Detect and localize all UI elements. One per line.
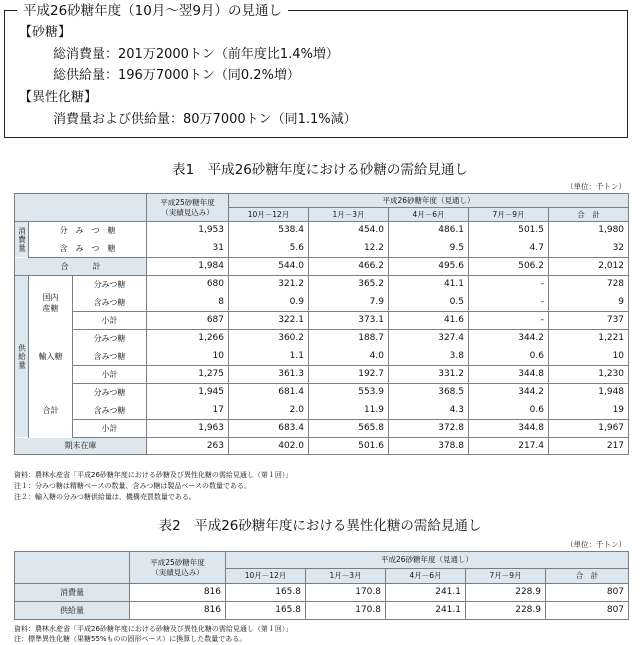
value-cell: 1,953 — [147, 222, 229, 240]
table-row — [15, 330, 629, 348]
value-cell: 1,266 — [147, 330, 229, 348]
value-cell: 506.2 — [469, 258, 549, 276]
value-cell: - — [469, 312, 549, 330]
value-cell: 737 — [549, 312, 629, 330]
row-label: 分 み つ 糖 — [29, 222, 147, 240]
value-cell: 321.2 — [229, 276, 309, 294]
value-cell: 322.1 — [229, 312, 309, 330]
table2-period-header: 10月－12月 — [226, 569, 306, 584]
table2-period-header: 合 計 — [546, 569, 629, 584]
value-cell: 41.1 — [389, 276, 469, 294]
value-cell: 11.9 — [309, 402, 389, 420]
value-cell: 402.0 — [229, 438, 309, 455]
value-cell: 17 — [147, 402, 229, 420]
value-cell: 1,221 — [549, 330, 629, 348]
value-cell: 3.8 — [389, 348, 469, 366]
value-cell: 378.8 — [389, 438, 469, 455]
value-cell: 192.7 — [309, 366, 389, 384]
value-cell: 0.6 — [469, 402, 549, 420]
value-cell: 538.4 — [229, 222, 309, 240]
value-cell: 10 — [147, 348, 229, 366]
value-cell: 188.7 — [309, 330, 389, 348]
value-cell: 344.2 — [469, 384, 549, 402]
value-cell: 361.3 — [229, 366, 309, 384]
table2-period-header: 7月－9月 — [466, 569, 546, 584]
table1-corner — [15, 194, 147, 222]
value-cell: 816 — [130, 602, 226, 620]
value-cell: 807 — [546, 602, 629, 620]
sugar-consumption-line: 総消費量：201万2000トン（前年度比1.4%増） — [53, 47, 339, 62]
sugar-supply-line: 総供給量：196万7000トン（同0.2%増） — [53, 68, 300, 83]
value-cell: 165.8 — [226, 602, 306, 620]
value-cell: 681.4 — [229, 384, 309, 402]
table-row — [15, 240, 629, 258]
table2-caption: 表2 平成26砂糖年度における異性化糖の需給見通し — [158, 518, 482, 534]
table2-corner — [15, 552, 130, 584]
table2-unit: （単位：千トン） — [566, 540, 626, 549]
value-cell: 1,967 — [549, 420, 629, 438]
row-label: 合 計 — [15, 258, 147, 276]
value-cell: 495.6 — [389, 258, 469, 276]
row-label: 含 み つ 糖 — [29, 240, 147, 258]
row-label: 小計 — [73, 366, 147, 384]
table1-note-2: 注２：輸入糖の分みつ糖供給量は、機構売買数量である。 — [14, 493, 196, 501]
value-cell: - — [469, 276, 549, 294]
value-cell: 19 — [549, 402, 629, 420]
value-cell: 12.2 — [309, 240, 389, 258]
table2-period-header: 1月－3月 — [306, 569, 386, 584]
isomerized-sugar-table — [14, 551, 629, 620]
value-cell: 728 — [549, 276, 629, 294]
value-cell: 9.5 — [389, 240, 469, 258]
table-row — [15, 402, 629, 420]
table2-period-header: 4月－6月 — [386, 569, 466, 584]
table1-period-header: 7月－9月 — [469, 208, 549, 222]
row-label: 期末在庫 — [15, 438, 147, 455]
table1-period-header: 1月－3月 — [309, 208, 389, 222]
value-cell: 228.9 — [466, 602, 546, 620]
table-row — [15, 294, 629, 312]
group-label: 合計 — [29, 384, 73, 438]
value-cell: 5.6 — [229, 240, 309, 258]
value-cell: 553.9 — [309, 384, 389, 402]
table-row — [15, 438, 629, 455]
value-cell: 372.8 — [389, 420, 469, 438]
table1-period-header: 合 計 — [549, 208, 629, 222]
value-cell: 360.2 — [229, 330, 309, 348]
supply-section-label: 供給量 — [15, 276, 29, 438]
value-cell: 41.6 — [389, 312, 469, 330]
value-cell: 32 — [549, 240, 629, 258]
row-label: 分みつ糖 — [73, 330, 147, 348]
value-cell: 10 — [549, 348, 629, 366]
row-label: 分みつ糖 — [73, 384, 147, 402]
value-cell: 7.9 — [309, 294, 389, 312]
row-label: 小計 — [73, 420, 147, 438]
table1-caption: 表1 平成26砂糖年度における砂糖の需給見通し — [172, 162, 468, 178]
row-label: 消費量 — [15, 584, 130, 602]
value-cell: 687 — [147, 312, 229, 330]
value-cell: 263 — [147, 438, 229, 455]
value-cell: 2.0 — [229, 402, 309, 420]
value-cell: 344.2 — [469, 330, 549, 348]
isomer-heading: 【異性化糖】 — [19, 90, 98, 105]
table2-note: 注：標準異性化糖（果糖55%ものの固形ベース）に換算した数量である。 — [14, 635, 247, 643]
row-label: 含みつ糖 — [73, 294, 147, 312]
value-cell: 170.8 — [306, 584, 386, 602]
value-cell: 807 — [546, 584, 629, 602]
row-label: 含みつ糖 — [73, 348, 147, 366]
value-cell: 1,948 — [549, 384, 629, 402]
value-cell: 0.9 — [229, 294, 309, 312]
value-cell: 9 — [549, 294, 629, 312]
value-cell: 331.2 — [389, 366, 469, 384]
summary-title: 平成26砂糖年度（10月〜翌9月）の見通し — [17, 2, 288, 20]
row-label: 小計 — [73, 312, 147, 330]
value-cell: 1,945 — [147, 384, 229, 402]
value-cell: 217.4 — [469, 438, 549, 455]
table2-prev-year-header: 平成25砂糖年度 （実績見込み） — [130, 552, 226, 584]
value-cell: 344.8 — [469, 420, 549, 438]
table1-prev-year-header: 平成25砂糖年度 （実績見込み） — [147, 194, 229, 222]
value-cell: 8 — [147, 294, 229, 312]
value-cell: 365.2 — [309, 276, 389, 294]
value-cell: 501.5 — [469, 222, 549, 240]
isomer-line: 消費量および供給量：80万7000トン（同1.1%減） — [53, 112, 357, 127]
value-cell: 228.9 — [466, 584, 546, 602]
table-row — [15, 366, 629, 384]
value-cell: 344.8 — [469, 366, 549, 384]
value-cell: 4.3 — [389, 402, 469, 420]
group-label: 輸入糖 — [29, 330, 73, 384]
value-cell: 217 — [549, 438, 629, 455]
value-cell: 31 — [147, 240, 229, 258]
table1-period-header: 10月－12月 — [229, 208, 309, 222]
table-row — [15, 420, 629, 438]
sugar-supply-demand-table — [14, 193, 629, 455]
value-cell: 816 — [130, 584, 226, 602]
table-row — [15, 276, 629, 294]
value-cell: 4.7 — [469, 240, 549, 258]
table-row — [15, 258, 629, 276]
consumption-section-label: 消費量 — [15, 222, 29, 258]
table-row — [15, 384, 629, 402]
table-row — [15, 348, 629, 366]
value-cell: 170.8 — [306, 602, 386, 620]
value-cell: 454.0 — [309, 222, 389, 240]
value-cell: 0.6 — [469, 348, 549, 366]
table1-forecast-header: 平成26砂糖年度（見通し） — [229, 194, 629, 208]
value-cell: 165.8 — [226, 584, 306, 602]
value-cell: 1,275 — [147, 366, 229, 384]
value-cell: 1,230 — [549, 366, 629, 384]
table-row — [15, 602, 629, 620]
value-cell: 1,984 — [147, 258, 229, 276]
sugar-heading: 【砂糖】 — [19, 25, 72, 40]
value-cell: 327.4 — [389, 330, 469, 348]
table1-unit: （単位：千トン） — [566, 182, 626, 191]
value-cell: 486.1 — [389, 222, 469, 240]
table2-forecast-header: 平成26砂糖年度（見通し） — [226, 552, 629, 569]
value-cell: 501.6 — [309, 438, 389, 455]
value-cell: 680 — [147, 276, 229, 294]
group-label: 国内 産糖 — [29, 276, 73, 330]
value-cell: 373.1 — [309, 312, 389, 330]
value-cell: 368.5 — [389, 384, 469, 402]
value-cell: 683.4 — [229, 420, 309, 438]
table2-source-note: 資料：農林水産省「平成26砂糖年度における砂糖及び異性化糖の需給見通し（第１回）」 — [14, 625, 293, 633]
value-cell: 565.8 — [309, 420, 389, 438]
value-cell: - — [469, 294, 549, 312]
row-label: 分みつ糖 — [73, 276, 147, 294]
value-cell: 0.5 — [389, 294, 469, 312]
row-label: 供給量 — [15, 602, 130, 620]
table1-source-note: 資料：農林水産省「平成26砂糖年度における砂糖及び異性化糖の需給見通し（第１回）」 — [14, 471, 293, 479]
value-cell: 241.1 — [386, 584, 466, 602]
value-cell: 1,963 — [147, 420, 229, 438]
value-cell: 466.2 — [309, 258, 389, 276]
summary-box — [4, 3, 628, 138]
table-row — [15, 312, 629, 330]
table-row — [15, 222, 629, 240]
value-cell: 4.0 — [309, 348, 389, 366]
value-cell: 544.0 — [229, 258, 309, 276]
table-row — [15, 584, 629, 602]
table1-period-header: 4月－6月 — [389, 208, 469, 222]
table1-note-1: 注１：分みつ糖は精糖ベースの数量、含みつ糖は製品ベースの数量である。 — [14, 482, 252, 490]
value-cell: 2,012 — [549, 258, 629, 276]
value-cell: 241.1 — [386, 602, 466, 620]
value-cell: 1.1 — [229, 348, 309, 366]
row-label: 含みつ糖 — [73, 402, 147, 420]
value-cell: 1,980 — [549, 222, 629, 240]
